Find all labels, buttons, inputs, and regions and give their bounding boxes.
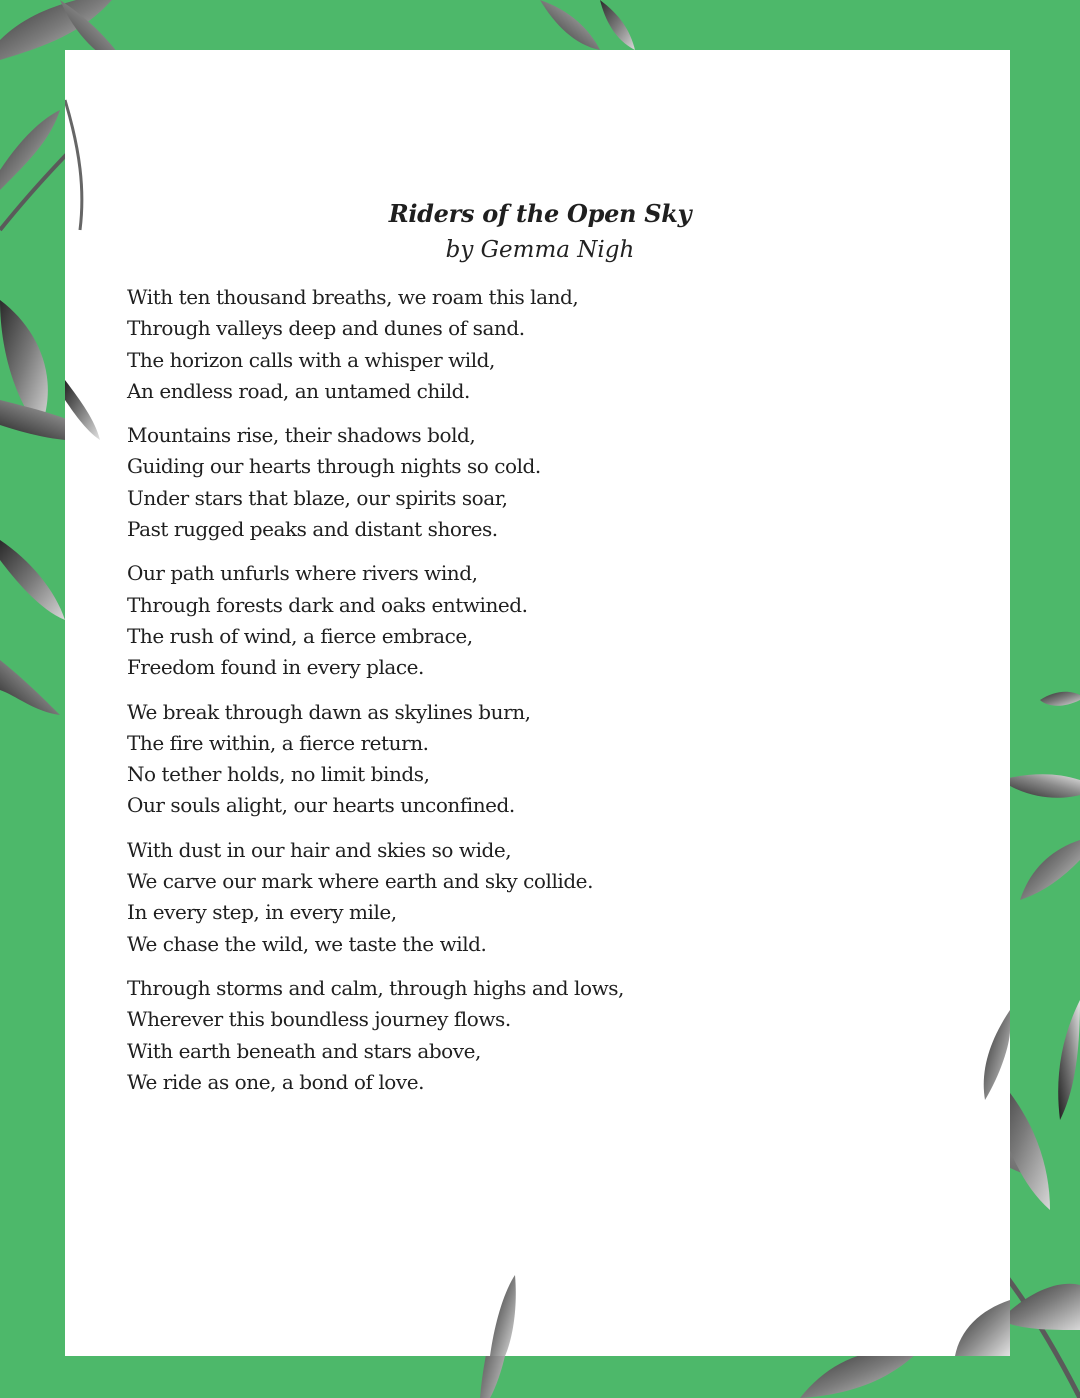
stanza-1 bbox=[127, 282, 827, 407]
poem-line: Our souls alight, our hearts unconfined. bbox=[127, 793, 515, 818]
poem-line: Through storms and calm, through highs and lows, bbox=[127, 975, 624, 1000]
poem-line: Through forests dark and oaks entwined. bbox=[127, 592, 528, 617]
poem-line: We ride as one, a bond of love. bbox=[127, 1069, 425, 1094]
poem-line: With earth beneath and stars above, bbox=[127, 1038, 481, 1063]
poem-title: Riders of the Open Sky bbox=[388, 199, 692, 228]
stanza-2 bbox=[127, 420, 827, 545]
poem-page bbox=[65, 50, 1010, 1356]
poem-line: With ten thousand breaths, we roam this land, bbox=[127, 285, 579, 309]
poem-line: We chase the wild, we taste the wild. bbox=[127, 931, 487, 956]
poem-line: Under stars that blaze, our spirits soar, bbox=[127, 485, 508, 510]
poem-line: We break through dawn as skylines burn, bbox=[127, 699, 531, 724]
poem-line: Past rugged peaks and distant shores. bbox=[127, 517, 498, 542]
poem-line: With dust in our hair and skies so wide, bbox=[127, 837, 512, 862]
stanza-3 bbox=[127, 558, 827, 683]
poem-body bbox=[127, 282, 827, 1111]
poem-line: Mountains rise, their shadows bold, bbox=[127, 423, 476, 448]
poem-line: The rush of wind, a fierce embrace, bbox=[127, 623, 473, 648]
stanza-4 bbox=[127, 697, 827, 822]
poem-line: The horizon calls with a whisper wild, bbox=[127, 347, 495, 372]
poem-line: We carve our mark where earth and sky collide. bbox=[127, 869, 593, 894]
poem-line: No tether holds, no limit binds, bbox=[127, 762, 430, 787]
poem-line: In every step, in every mile, bbox=[127, 900, 397, 925]
stanza-5 bbox=[127, 835, 827, 960]
poem-line: Through valleys deep and dunes of sand. bbox=[127, 316, 525, 341]
poem-line: Wherever this boundless journey flows. bbox=[127, 1007, 511, 1032]
stanza-6 bbox=[127, 973, 827, 1098]
poem-line: Guiding our hearts through nights so cold. bbox=[127, 454, 541, 479]
poem-line: An endless road, an untamed child. bbox=[127, 378, 470, 403]
poem-author: by Gemma Nigh bbox=[445, 237, 635, 263]
poem-line: Freedom found in every place. bbox=[127, 655, 424, 680]
poem-line: Our path unfurls where rivers wind, bbox=[127, 561, 478, 586]
poem-header bbox=[65, 196, 1010, 268]
poem-line: The fire within, a fierce return. bbox=[127, 730, 429, 755]
